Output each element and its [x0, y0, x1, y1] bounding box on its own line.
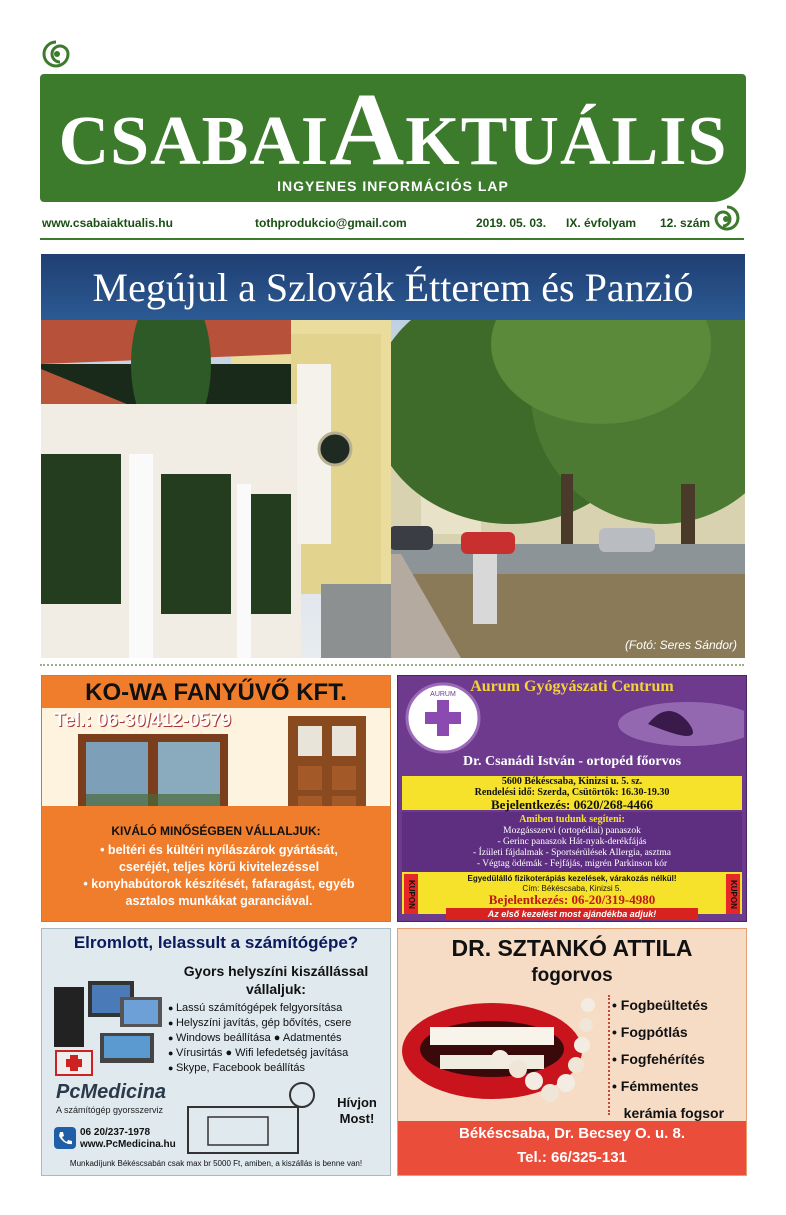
dotted-divider: [608, 995, 610, 1115]
ad-kowa-company: KO-WA FANYŰVŐ KFT.: [42, 676, 390, 708]
swirl-ornament-icon: [712, 204, 742, 234]
ad-pc-headline: Elromlott, lelassult a számítógépe?: [73, 933, 359, 952]
aurum-logo-text: AURUM: [430, 691, 456, 698]
ad-pc-lead-line: Gyors helyszíni kiszállással: [183, 963, 369, 979]
list-item: • Fogpótlás: [612, 1024, 688, 1040]
ad-pc-website[interactable]: www.PcMedicina.hu: [80, 1139, 176, 1150]
ad-aurum-help-head: Amiben tudunk segíteni:: [519, 814, 625, 825]
list-item: - Ízületi fájdalmak - Sportsérülések Allergia, asztma: [473, 848, 671, 858]
ad-dentist[interactable]: [397, 928, 747, 1176]
ad-pc-brand: PcMedicina: [56, 1081, 167, 1103]
ad-aurum-doctor: Dr. Csanádi István - ortopéd főorvos: [462, 754, 682, 769]
ad-pc-tagline: A számítógép gyorsszerviz: [56, 1105, 164, 1115]
technician-icon: [178, 1077, 328, 1157]
coupon-label-right: KUPON: [726, 874, 740, 914]
divider: [40, 238, 744, 240]
coupon-label-left: KUPON: [404, 874, 418, 914]
list-item: • beltéri és kültéri nyílászárok gyártását,: [100, 843, 338, 857]
butterfly-hand-icon: [548, 694, 744, 754]
list-item: ● Windows beállítása ● Adatmentés: [168, 1031, 390, 1046]
ad-dentist-phone: Tel.: 66/325-131: [517, 1149, 627, 1166]
list-item: ● Lassú számítógépek felgyorsítása: [168, 1001, 390, 1016]
title-cap: A: [329, 72, 406, 187]
list-item: • Fogfehérítés: [612, 1051, 705, 1067]
smile-pearls-icon: [400, 989, 606, 1119]
ad-aurum-gift: Az első kezelést most ajándékba adjuk!: [446, 908, 698, 920]
list-item: • Fogbeültetés: [612, 997, 708, 1013]
website-link[interactable]: www.csabaiaktualis.hu: [42, 216, 173, 230]
ad-pc-services: [168, 1001, 390, 1076]
ad-aurum[interactable]: [397, 675, 747, 922]
list-item: • Fémmentes: [612, 1078, 699, 1094]
masthead-subtitle: INGYENES INFORMÁCIÓS LAP: [277, 178, 509, 194]
ad-pc-lead: [164, 962, 388, 998]
ad-kowa-phone: Tel.: 06-30/412-0579: [54, 710, 232, 731]
photo-credit: (Fotó: Seres Sándor): [624, 638, 737, 652]
phone-icon: [54, 1127, 76, 1149]
list-item: ● Helyszíni javítás, gép bővítés, csere: [168, 1016, 390, 1031]
ad-dentist-name: DR. SZTANKÓ ATTILA: [451, 935, 693, 961]
ad-aurum-booking2: Bejelentkezés: 06-20/319-4980: [488, 892, 656, 907]
ad-pc-footer: Munkadíjunk Békéscsabán csak max br 5000 Ft, amiben, a kiszállás is benne van!: [69, 1159, 363, 1168]
dotted-divider: [40, 664, 744, 666]
volume-label: IX. évfolyam: [566, 216, 637, 230]
list-item: kerámia fogsor: [612, 1105, 725, 1121]
hero-headline: Megújul a Szlovák Étterem és Panzió: [92, 265, 694, 310]
ad-dentist-role: fogorvos: [531, 965, 613, 986]
list-item: - Gerinc panaszok Hát-nyak-derékfájás: [497, 837, 647, 847]
email-link[interactable]: tothprodukcio@gmail.com: [255, 216, 407, 230]
computers-icon: [50, 967, 166, 1077]
list-item: cseréjét, teljes körű kivitelezéssel: [118, 860, 320, 874]
swirl-ornament-icon: [40, 38, 72, 70]
list-item: asztalos munkákat garanciával.: [125, 894, 313, 908]
ad-aurum-booking: Bejelentkezés: 0620/268-4466: [490, 797, 654, 812]
title-part2: KTUÁLIS: [405, 103, 728, 180]
list-item: Mozgásszervi (ortopédiai) panaszok: [503, 826, 641, 836]
ad-aurum-note: Egyedülálló fizikoterápiás kezelések, várakozás nélkül!: [467, 874, 677, 883]
ad-aurum-services: [398, 826, 746, 870]
ad-pc-lead-line: vállaljuk:: [246, 981, 306, 997]
issue-number: 12. szám: [660, 216, 711, 230]
ad-dentist-address: Békéscsaba, Dr. Becsey O. u. 8.: [459, 1125, 685, 1142]
list-item: • konyhabútorok készítését, fafaragást, egyéb: [83, 877, 355, 891]
list-item: ● Vírusirtás ● Wifi lefedetség javítása: [168, 1046, 390, 1061]
ad-pcmedicina[interactable]: [41, 928, 391, 1176]
ad-kowa-lead: KIVÁLÓ MINŐSÉGBEN VÁLLALJUK:: [111, 824, 321, 838]
hero-photo: [41, 254, 745, 658]
ad-aurum-address2: Cím: Békéscsaba, Kinizsi 5.: [522, 884, 622, 893]
ad-kowa[interactable]: [41, 675, 391, 922]
ad-pc-call-line: Most!: [339, 1111, 375, 1126]
ad-pc-call-line: Hívjon: [337, 1095, 377, 1110]
issue-date: 2019. 05. 03.: [476, 216, 547, 230]
ad-aurum-address: 5600 Békéscsaba, Kinizsi u. 5. sz.: [501, 776, 643, 787]
aurum-logo-icon: [404, 682, 482, 754]
title-part1: CSABAI: [58, 103, 330, 180]
ad-aurum-hours: Rendelési idő: Szerda, Csütörtök: 16.30-19.30: [474, 787, 670, 798]
ad-pc-call-to-action: [330, 1095, 384, 1127]
ad-kowa-services: [56, 842, 382, 910]
ad-aurum-title: Aurum Gyógyászati Centrum: [470, 678, 674, 695]
ad-pc-phone: 06 20/237-1978: [80, 1127, 151, 1138]
list-item: ● Skype, Facebook beállítás: [168, 1061, 390, 1076]
ad-dentist-services: [612, 992, 746, 1127]
list-item: - Végtag ödémák - Fejfájás, migrén Parkinson kór: [476, 859, 668, 869]
